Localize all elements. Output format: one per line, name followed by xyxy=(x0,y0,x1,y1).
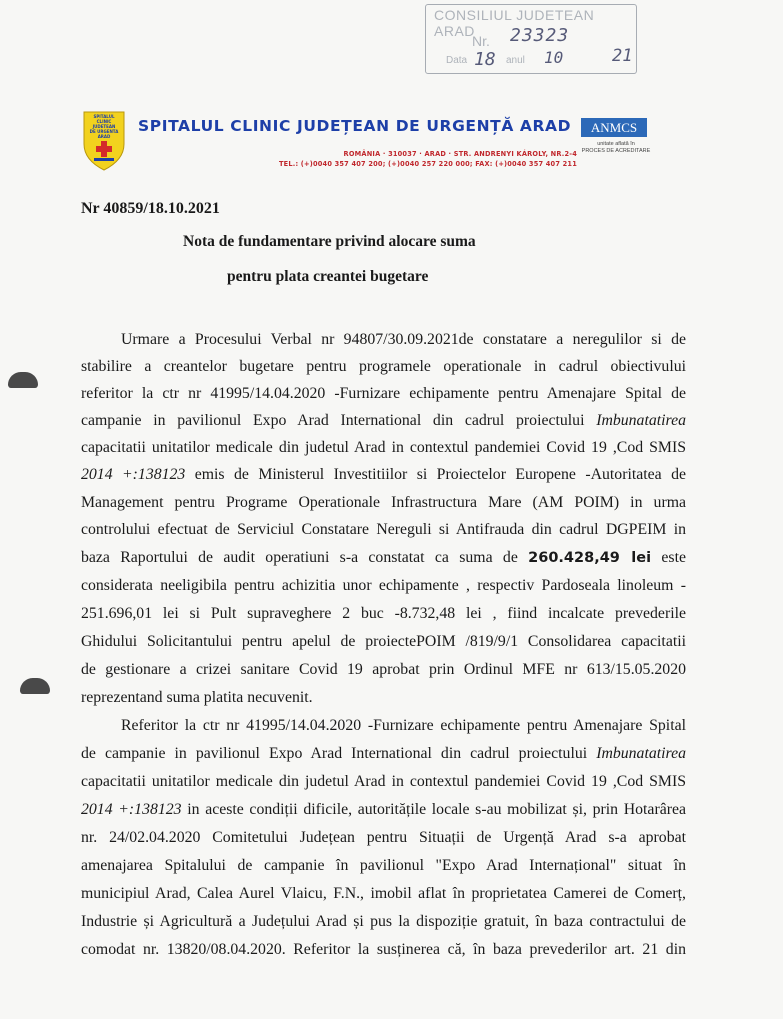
svg-text:DE URGENTA: DE URGENTA xyxy=(89,129,119,134)
anmcs-subtitle-line1: unitate aflată în xyxy=(597,141,635,147)
paragraph-line: referitor la ctr nr 41995/14.04.2020 -Furnizare echipamente pentru Amenajare Spital de xyxy=(81,385,686,402)
text-span: de campanie in pavilionul Expo Arad International din cadrul proiectului xyxy=(81,745,597,762)
svg-text:CLINIC: CLINIC xyxy=(96,119,112,124)
paragraph-line: Referitor la ctr nr 41995/14.04.2020 -Furnizare echipamente pentru Amenajare Spital xyxy=(121,717,686,734)
stamp-year-label: anul xyxy=(506,55,525,66)
registration-stamp xyxy=(425,4,637,74)
text-span: emis de Ministerul Investitiilor si Proiectelor Europene -Autoritatea de xyxy=(185,466,686,483)
svg-text:ARAD: ARAD xyxy=(97,134,111,139)
project-title-italic: capacitatii unitatilor medicale din judetul Arad in contextul pandemiei Covid 19 ,Cod SMIS xyxy=(81,773,686,790)
paragraph-line: reprezentand suma platita necuvenit. xyxy=(81,689,313,706)
document-title-line1: Nota de fundamentare privind alocare suma xyxy=(183,233,476,250)
paragraph-line xyxy=(81,548,686,568)
hospital-name: SPITALUL CLINIC JUDEȚEAN DE URGENȚĂ ARAD xyxy=(138,117,572,135)
paragraph-line: Ghidului Solicitantului pentru apelul de proiectePOIM /819/9/1 Consolidarea capacitatii xyxy=(81,633,686,650)
paragraph-line: Urmare a Procesului Verbal nr 94807/30.09.2021de constatare a neregulilor si de xyxy=(121,331,686,348)
hospital-logo-icon xyxy=(82,110,126,172)
paragraph-line xyxy=(81,465,686,485)
stamp-registration-number: 23323 xyxy=(510,25,570,46)
text-span: este xyxy=(651,549,686,566)
paragraph-line: controlului efectuat de Serviciul Constatare Nereguli si Antifrauda din cadrul DGPEIM in xyxy=(81,521,686,538)
stamp-day: 18 xyxy=(474,49,496,70)
project-title-italic: capacitatii unitatilor medicale din judetul Arad in contextul pandemiei Covid 19 ,Cod SMIS xyxy=(81,439,686,456)
anmcs-subtitle-line2: PROCES DE ACREDITARE xyxy=(581,148,651,154)
stamp-year: 21 xyxy=(612,46,633,66)
paragraph-line: considerata neeligibila pentru achizitia unor echipamente , respectiv Pardoseala linoleum - xyxy=(81,577,686,594)
hospital-address: ROMÂNIA · 310037 · ARAD · STR. ANDRENYI KÁROLY, NR.2-4 xyxy=(343,150,577,158)
paragraph-line: de gestionare a crizei sanitare Covid 19 aprobat prin Ordinul MFE nr 613/15.05.2020 xyxy=(81,661,686,678)
text-span: campanie in pavilionul Expo Arad International din cadrul proiectului xyxy=(81,412,597,429)
punch-hole xyxy=(20,678,50,694)
project-title-italic: Imbunatatirea xyxy=(596,745,686,762)
project-title-italic: Imbunatatirea xyxy=(596,412,686,429)
svg-text:JUDETEAN: JUDETEAN xyxy=(92,124,116,129)
stamp-title: CONSILIUL JUDETEAN ARAD xyxy=(434,7,595,39)
paragraph-line: Management pentru Programe Operationale Infrastructura Mare (AM POIM) in urma xyxy=(81,494,686,511)
paragraph-line: stabilire a creantelor bugetare pentru programele operationale in cadrul obiectivului xyxy=(81,358,686,375)
punch-hole xyxy=(8,372,38,388)
text-span: in aceste condiții dificile, autoritățile locale s-au mobilizat și, prin Hotarârea xyxy=(181,801,686,818)
smis-code-italic: 2014 +:138123 xyxy=(81,466,186,483)
anmcs-logo: ANMCS xyxy=(581,118,647,137)
stamp-date-label: Data xyxy=(446,55,468,66)
hospital-contact: TEL.: (+)0040 357 407 200; (+)0040 257 220 000; FAX: (+)0040 357 407 211 xyxy=(278,160,577,168)
anmcs-subtitle xyxy=(581,141,651,155)
paragraph-line: amenajarea Spitalului de campanie în pavilionul "Expo Arad Internațional" situat în xyxy=(81,857,686,874)
smis-code-italic: 2014 +:138123 xyxy=(81,801,182,818)
text-span: baza Raportului de audit operatiuni s-a constatat ca suma de xyxy=(81,549,529,566)
stamp-month: 10 xyxy=(544,48,564,67)
paragraph-line: comodat nr. 13820/08.04.2020. Referitor la susținerea că, în baza prevederilor art. 21 din xyxy=(81,941,686,958)
paragraph-line: nr. 24/02.04.2020 Comitetului Județean pentru Situații de Urgență Arad s-a aprobat xyxy=(81,829,686,846)
paragraph-line: 251.696,01 lei si Pult supraveghere 2 buc -8.732,48 lei , fiind incalcate prevederile xyxy=(81,605,686,622)
document-number: Nr 40859/18.10.2021 xyxy=(81,200,220,217)
paragraph-line xyxy=(81,800,686,820)
amount-bold: 260.428,49 lei xyxy=(528,550,652,566)
paragraph-line xyxy=(81,744,686,764)
document-title-line2: pentru plata creantei bugetare xyxy=(227,268,429,285)
paragraph-line: municipiul Arad, Calea Aurel Vlaicu, F.N., imobil aflat în proprietatea Camerei de Comerț, xyxy=(81,885,686,902)
stamp-nr-label: Nr. xyxy=(472,33,490,49)
svg-text:SPITALUL: SPITALUL xyxy=(93,114,115,119)
paragraph-line: Industrie și Agricultură a Județului Arad și pus la dispoziție gratuit, în baza contractului de xyxy=(81,913,686,930)
paragraph-line xyxy=(81,411,686,431)
